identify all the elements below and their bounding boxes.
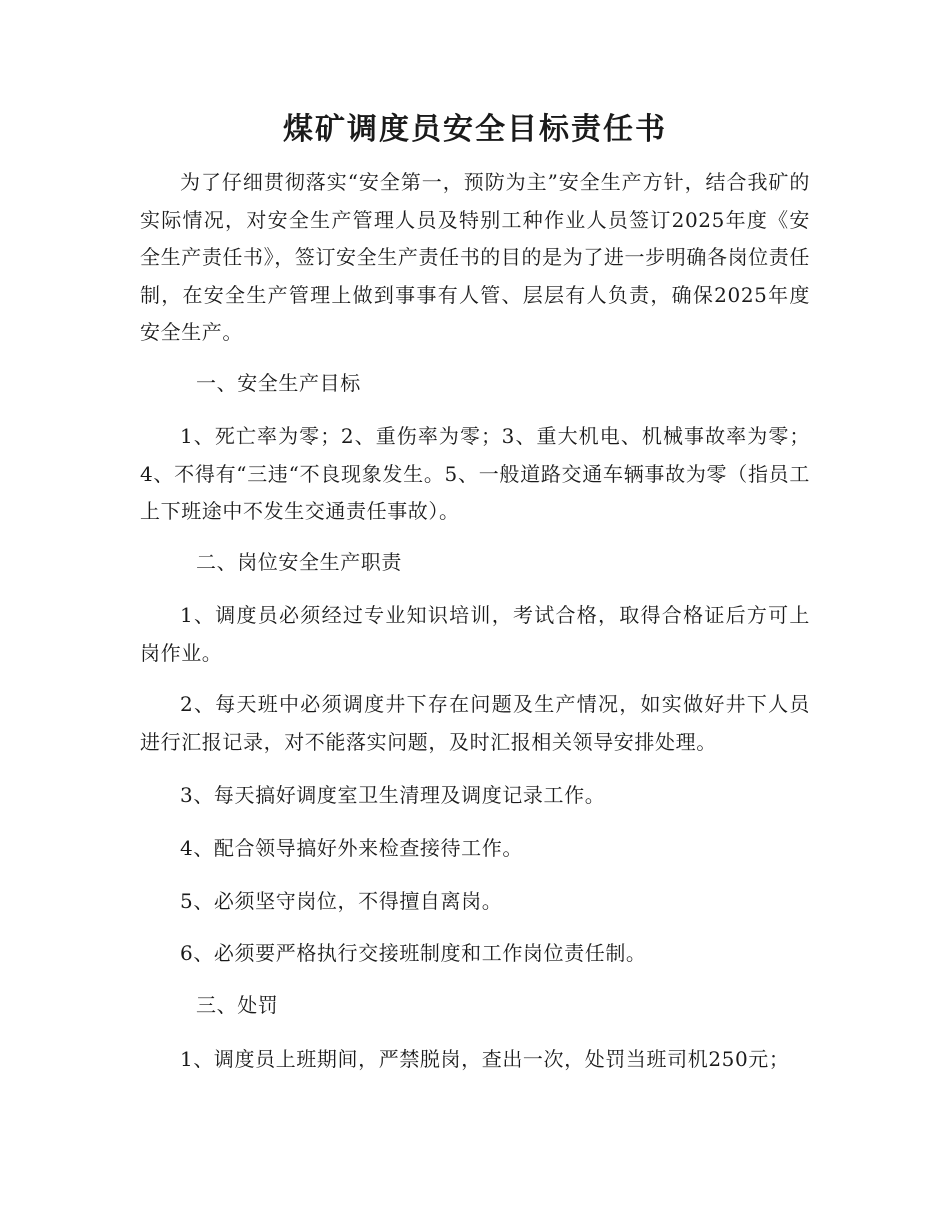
- section-heading-penalties: 三、处罚: [196, 993, 279, 1017]
- duty-item-2: 2、每天班中必须调度井下存在问题及生产情况，如实做好井下人员进行汇报记录，对不能落实问题，及时汇报相关领导安排处理。: [140, 692, 810, 754]
- safety-goals-paragraph: 1、死亡率为零；2、重伤率为零；3、重大机电、机械事故率为零；4、不得有“三违“不良现象发生。5、一般道路交通车辆事故为零（指员工上下班途中不发生交通责任事故）。: [140, 424, 810, 523]
- duty-item-3: 3、每天搞好调度室卫生清理及调度记录工作。: [180, 783, 606, 807]
- document-title: 煤矿调度员安全目标责任书: [283, 112, 667, 147]
- section-heading-duties: 二、岗位安全生产职责: [196, 550, 402, 574]
- penalty-item-1: 1、调度员上班期间，严禁脱岗，查出一次，处罚当班司机250元；: [180, 1047, 790, 1071]
- duty-item-4: 4、配合领导搞好外来检查接待工作。: [180, 836, 523, 860]
- duty-item-5: 5、必须坚守岗位，不得擅自离岗。: [180, 889, 503, 913]
- intro-paragraph: 为了仔细贯彻落实“安全第一，预防为主”安全生产方针，结合我矿的实际情况，对安全生产管理人员及特别工种作业人员签订2025年度《安全生产责任书》，签订安全生产责任书的目的是为了进一步明确各岗位责任制，在安全生产管理上做到事事有人管、层层有人负责，确保2025年度安全生产。: [140, 170, 810, 344]
- section-heading-safety-goals: 一、安全生产目标: [196, 371, 361, 395]
- duty-item-1: 1、调度员必须经过专业知识培训，考试合格，取得合格证后方可上岗作业。: [140, 603, 810, 665]
- duty-item-6: 6、必须要严格执行交接班制度和工作岗位责任制。: [180, 941, 647, 965]
